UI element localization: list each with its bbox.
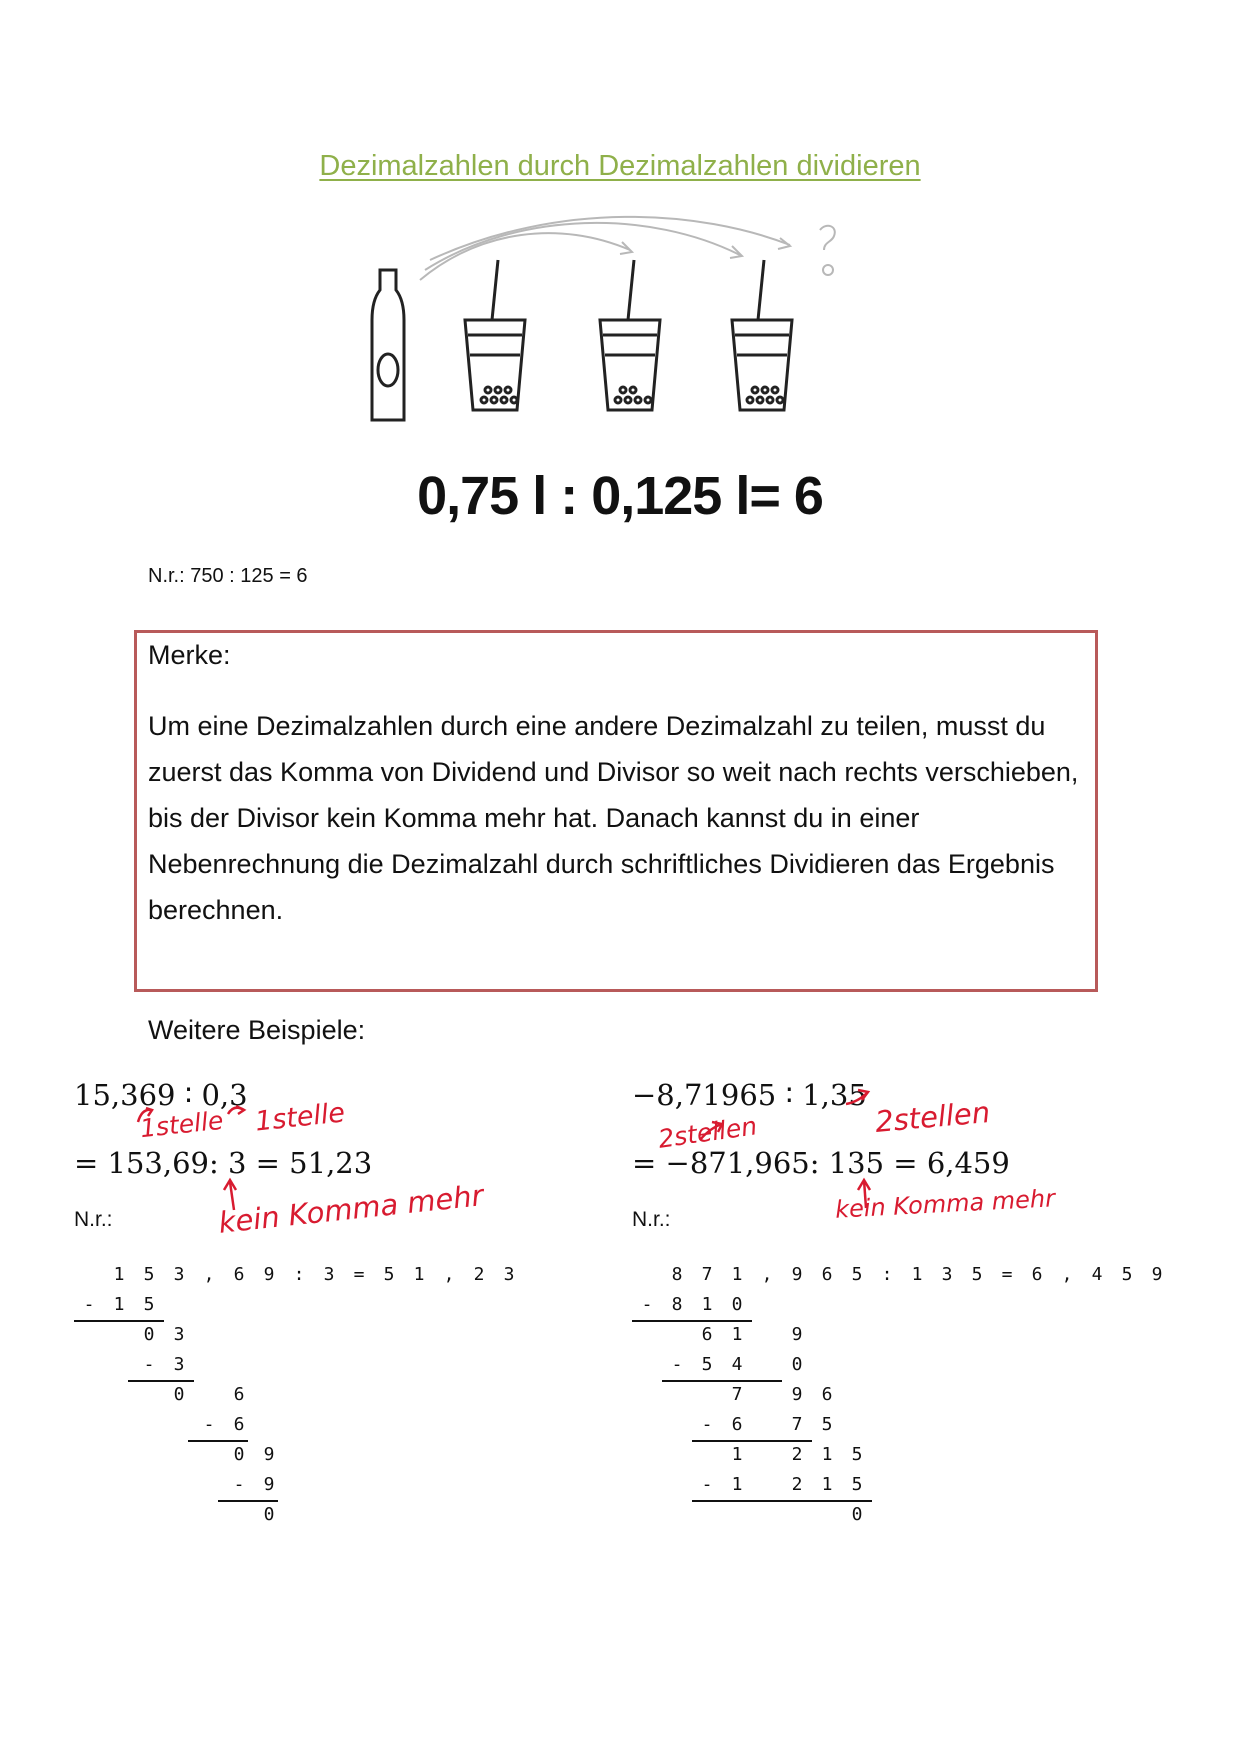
grid1-subtraction-line — [218, 1500, 278, 1502]
grid2-digit: 5 — [851, 1444, 863, 1465]
grid2-digit: 9 — [791, 1324, 803, 1345]
grid2-subtraction-line — [692, 1440, 812, 1442]
grid2-digit: 7 — [701, 1264, 713, 1285]
grid1-digit: 9 — [263, 1474, 275, 1495]
grid2-digit: - — [701, 1414, 713, 1435]
example2-note-b: 2stellen — [873, 1095, 992, 1139]
grid2-digit: , — [1061, 1264, 1073, 1285]
grid1-digit: 6 — [233, 1264, 245, 1285]
grid1-digit: - — [203, 1414, 215, 1435]
grid1-digit: 3 — [503, 1264, 515, 1285]
grid2-digit: 2 — [791, 1444, 803, 1465]
grid2-digit: 6 — [821, 1264, 833, 1285]
grid1-digit: : — [293, 1264, 305, 1285]
grid2-digit: 9 — [1151, 1264, 1163, 1285]
grid1-digit: 0 — [263, 1504, 275, 1525]
grid2-digit: 9 — [791, 1384, 803, 1405]
question-mark-icon — [820, 226, 835, 275]
grid2-digit: 5 — [1121, 1264, 1133, 1285]
grid2-digit: 3 — [941, 1264, 953, 1285]
grid2-digit: - — [701, 1474, 713, 1495]
grid2-digit: 2 — [791, 1474, 803, 1495]
bottle-icon — [372, 270, 404, 420]
example2-note-c: kein Komma mehr — [834, 1184, 1056, 1224]
grid2-digit: 1 — [911, 1264, 923, 1285]
grid2-digit: 6 — [701, 1324, 713, 1345]
grid2-digit: 1 — [731, 1474, 743, 1495]
grid2-digit: , — [761, 1264, 773, 1285]
example1-long-division — [74, 1264, 594, 1544]
grid2-digit: 4 — [731, 1354, 743, 1375]
grid2-digit: 5 — [971, 1264, 983, 1285]
bubble-tea-cup-icon-1 — [465, 260, 525, 410]
bubble-tea-cup-icon-2 — [600, 260, 660, 410]
grid2-digit: 5 — [821, 1414, 833, 1435]
grid2-digit: 0 — [851, 1504, 863, 1525]
grid2-digit: 6 — [821, 1384, 833, 1405]
grid1-digit: 6 — [233, 1414, 245, 1435]
grid2-digit: 5 — [701, 1354, 713, 1375]
nebenrechnung-main: N.r.: 750 : 125 = 6 — [148, 565, 308, 587]
grid2-digit: 6 — [1031, 1264, 1043, 1285]
grid2-digit: 1 — [821, 1444, 833, 1465]
grid2-digit: 4 — [1091, 1264, 1103, 1285]
grid1-digit: 1 — [113, 1294, 125, 1315]
example1-line2: = 153,69: 3 = 51,23 — [74, 1146, 373, 1180]
grid2-digit: 1 — [731, 1324, 743, 1345]
grid2-digit: 8 — [671, 1294, 683, 1315]
grid2-digit: - — [671, 1354, 683, 1375]
grid1-digit: 3 — [173, 1354, 185, 1375]
grid2-subtraction-line — [692, 1500, 872, 1502]
example2-note-a: 2stellen — [656, 1111, 759, 1154]
grid2-digit: : — [881, 1264, 893, 1285]
grid1-digit: 5 — [143, 1264, 155, 1285]
grid1-digit: 0 — [143, 1324, 155, 1345]
weitere-beispiele-heading: Weitere Beispiele: — [148, 1015, 366, 1045]
grid2-digit: 1 — [731, 1264, 743, 1285]
example2-line1: −8,71965 ∶ 1,35 — [632, 1078, 867, 1112]
grid1-digit: - — [233, 1474, 245, 1495]
grid1-subtraction-line — [74, 1320, 164, 1322]
grid2-digit: 7 — [791, 1414, 803, 1435]
grid2-digit: 1 — [821, 1474, 833, 1495]
grid1-digit: 2 — [473, 1264, 485, 1285]
grid1-digit: 0 — [173, 1384, 185, 1405]
grid2-digit: 5 — [851, 1264, 863, 1285]
grid1-digit: 1 — [113, 1264, 125, 1285]
grid1-digit: = — [353, 1264, 365, 1285]
bubble-tea-cup-icon-3 — [732, 260, 792, 410]
grid1-subtraction-line — [188, 1440, 248, 1442]
grid1-subtraction-line — [128, 1380, 194, 1382]
grid2-subtraction-line — [632, 1320, 752, 1322]
grid1-digit: 3 — [173, 1324, 185, 1345]
grid1-digit: 9 — [263, 1444, 275, 1465]
grid2-digit: 1 — [731, 1444, 743, 1465]
example2-line2: = −871,965: 135 = 6,459 — [632, 1146, 1010, 1180]
example2-nr-label: N.r.: — [632, 1208, 671, 1231]
example1-note-b: 1stelle — [253, 1097, 347, 1138]
grid1-digit: , — [443, 1264, 455, 1285]
main-equation: 0,75 l : 0,125 l= 6 — [417, 466, 823, 526]
grid1-digit: 1 — [413, 1264, 425, 1285]
grid2-digit: 0 — [791, 1354, 803, 1375]
grid2-digit: 1 — [701, 1294, 713, 1315]
example1-note-c: kein Komma mehr — [216, 1178, 485, 1240]
grid1-digit: 3 — [173, 1264, 185, 1285]
example2-long-division — [632, 1264, 1192, 1544]
arrows-sketch — [420, 217, 790, 280]
grid1-digit: - — [143, 1354, 155, 1375]
grid1-digit: , — [203, 1264, 215, 1285]
example1-note-a: 1stelle — [138, 1105, 225, 1144]
merke-title: Merke: — [148, 640, 231, 670]
grid2-digit: 8 — [671, 1264, 683, 1285]
grid1-digit: 5 — [143, 1294, 155, 1315]
illustration — [360, 210, 940, 430]
grid2-digit: = — [1001, 1264, 1013, 1285]
grid1-digit: 3 — [323, 1264, 335, 1285]
grid1-digit: 0 — [233, 1444, 245, 1465]
grid1-digit: - — [83, 1294, 95, 1315]
grid2-digit: 9 — [791, 1264, 803, 1285]
grid1-digit: 6 — [233, 1384, 245, 1405]
grid2-digit: 7 — [731, 1384, 743, 1405]
example1-nr-label: N.r.: — [74, 1208, 113, 1231]
grid2-digit: 0 — [731, 1294, 743, 1315]
example1-line1: 15,369 ∶ 0,3 — [74, 1078, 248, 1112]
merke-text: Um eine Dezimalzahlen durch eine andere Dezimalzahl zu teilen, musst du zuerst das Komma von Dividend und Divisor so weit nach rechts verschieben, bis der Divisor kein Komma mehr hat. Danach kannst du in einer Nebenrechnung die Dezimalzahl durch schriftliches Dividieren das Ergebnis berechnen. — [148, 711, 1079, 925]
grid2-digit: - — [641, 1294, 653, 1315]
grid2-digit: 6 — [731, 1414, 743, 1435]
grid2-subtraction-line — [662, 1380, 782, 1382]
grid1-digit: 9 — [263, 1264, 275, 1285]
grid1-digit: 5 — [383, 1264, 395, 1285]
page-title: Dezimalzahlen durch Dezimalzahlen dividieren — [319, 150, 921, 182]
grid2-digit: 5 — [851, 1474, 863, 1495]
